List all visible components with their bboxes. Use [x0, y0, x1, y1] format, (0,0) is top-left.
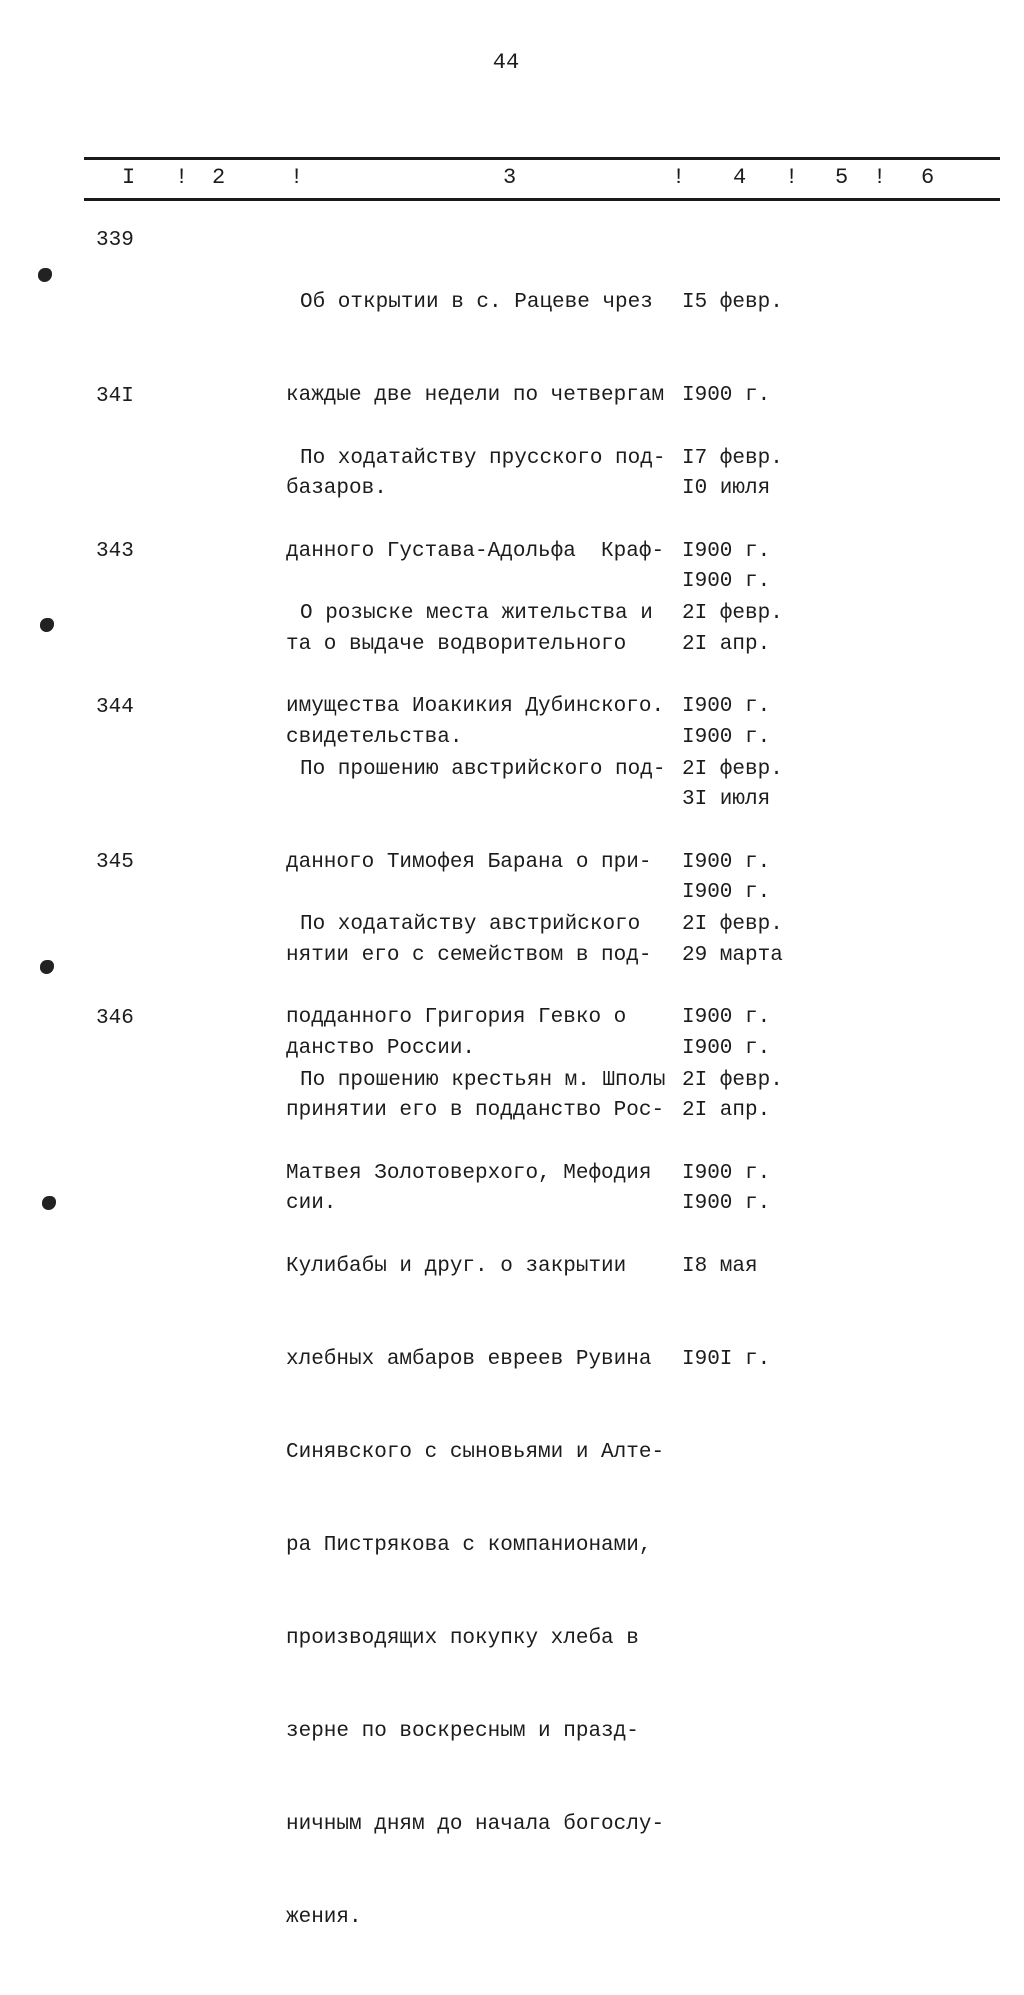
record-dates: 2I февр. I900 г. I8 мая I90I г. — [682, 1069, 783, 1371]
record-description: По ходатайству прусского под- данного Густава-Адольфа Краф- та о выдаче водворительного свидетельства. — [286, 447, 666, 749]
header-rule-bottom — [84, 198, 1000, 201]
record-number: 345 — [96, 851, 134, 874]
column-separator: ! — [672, 165, 686, 190]
record-description: По прошению австрийского под- данного Тимофея Барана о при- нятии его с семейством в под- данство России. — [286, 758, 666, 1060]
table-header — [0, 165, 1024, 193]
column-separator: ! — [290, 165, 304, 190]
record-number: 346 — [96, 1007, 134, 1030]
column-header-3: 3 — [503, 165, 517, 190]
record-number: 344 — [96, 696, 134, 719]
record-number: 34I — [96, 385, 134, 408]
column-separator: ! — [873, 165, 887, 190]
column-header-4: 4 — [733, 165, 747, 190]
column-separator: ! — [175, 165, 189, 190]
record-number: 343 — [96, 540, 134, 563]
column-header-5: 5 — [835, 165, 849, 190]
column-header-1: I — [122, 165, 136, 190]
punch-hole-mark — [40, 960, 54, 974]
record-description: О розыске места жительства и имущества Иоакикия Дубинского. — [286, 602, 665, 718]
column-header-6: 6 — [921, 165, 935, 190]
record-dates: 2I февр. I900 г. 3I июля I900 г. — [682, 602, 783, 904]
punch-hole-mark — [42, 1196, 56, 1210]
record-dates: 2I февр. I900 г. 29 марта I900 г. — [682, 758, 783, 1060]
punch-hole-mark — [38, 268, 52, 282]
record-number: 339 — [96, 229, 134, 252]
punch-hole-mark — [40, 618, 54, 632]
record-dates: I7 февр. I900 г. 2I апр. I900 г. — [682, 447, 783, 749]
record-description: Об открытии в с. Рацеве чрез каждые две недели по четвергам базаров. — [286, 291, 665, 500]
record-description: По прошению крестьян м. Шполы Матвея Золотоверхого, Мефодия Кулибабы и друг. о закрытии хлебных амбаров евреев Рувина Синявского с сыновьями и Алте- ра Пистрякова с компанионами, производящих покупку хлеба в зерне по воскресным и празд- ничным дням до начала богослу- жения. — [286, 1069, 666, 1929]
record-description: По ходатайству австрийского подданного Григория Гевко о принятии его в подданство Рос- сии. — [286, 913, 665, 1215]
page-number: 44 — [492, 50, 520, 75]
header-rule-top — [84, 157, 1000, 160]
column-separator: ! — [785, 165, 799, 190]
record-dates: I5 февр. I900 г. I0 июля I900 г. — [682, 291, 783, 593]
record-dates: 2I февр. I900 г. 2I апр. I900 г. — [682, 913, 783, 1215]
column-header-2: 2 — [212, 165, 226, 190]
